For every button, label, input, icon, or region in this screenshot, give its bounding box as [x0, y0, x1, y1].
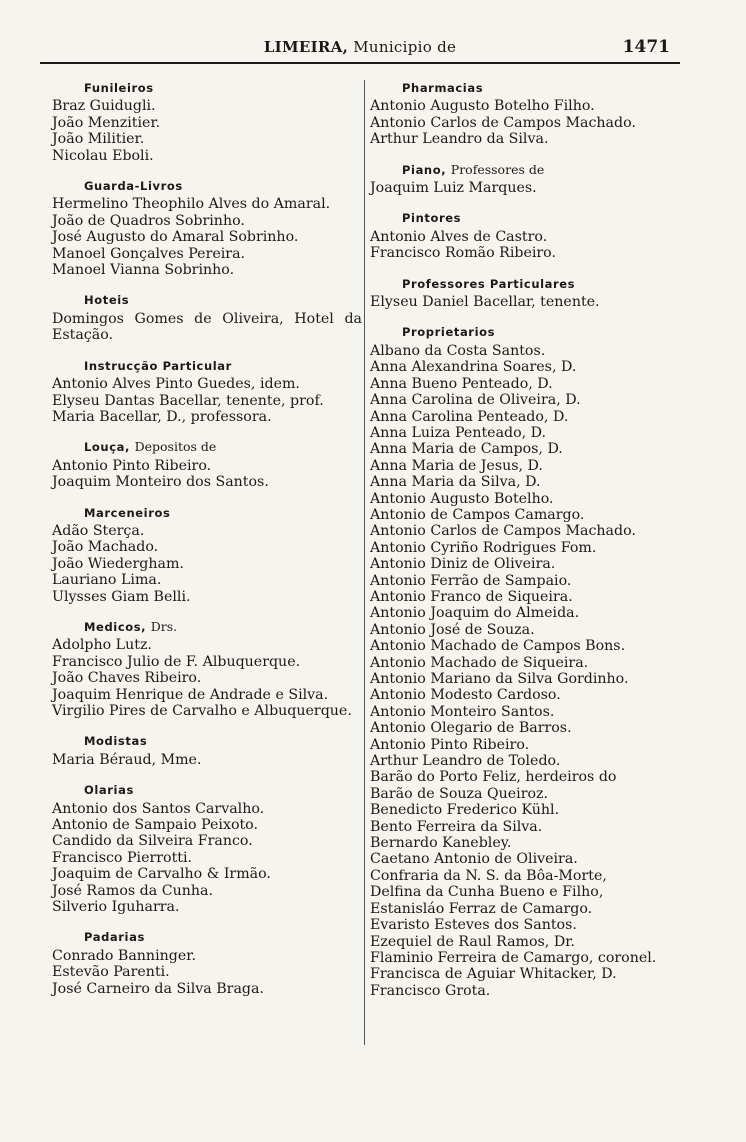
page-number: 1471 [622, 37, 670, 57]
directory-entry: Arthur Leandro da Silva. [370, 131, 549, 148]
section-medicos [52, 619, 362, 719]
section-heading [52, 619, 362, 635]
heading-title: Modistas [84, 734, 148, 749]
directory-entry: Domingos Gomes de Oliveira, Hotel da Estação. [52, 310, 362, 344]
directory-entry: João Machado. [52, 539, 159, 556]
directory-entry: Albano da Costa Santos. [370, 342, 546, 359]
section-instruccao-particular [52, 358, 362, 426]
section-marceneiros [52, 505, 362, 605]
directory-entry: Antonio Pinto Ribeiro. [52, 457, 212, 474]
section-heading [370, 324, 686, 340]
heading-title: Marceneiros [84, 505, 171, 520]
directory-entry: Confraria da N. S. da Bôa-Morte, [370, 867, 607, 884]
directory-entry: Anna Maria de Jesus, D. [370, 457, 543, 474]
heading-title: Instrucção Particular [84, 358, 232, 373]
running-title [40, 38, 680, 56]
section-heading [52, 358, 362, 374]
directory-entry: Manoel Gonçalves Pereira. [52, 245, 246, 262]
directory-entry: João Menzitier. [52, 114, 161, 131]
directory-entry: Antonio de Campos Camargo. [370, 506, 585, 523]
directory-entry: Anna Luiza Penteado, D. [370, 424, 547, 441]
directory-entry: Arthur Leandro de Toledo. [370, 753, 561, 770]
directory-entry: José Augusto do Amaral Sobrinho. [52, 229, 299, 246]
directory-entry: Antonio Augusto Botelho. [370, 490, 554, 507]
directory-entry: Anna Maria de Campos, D. [370, 441, 563, 458]
directory-entry: Antonio Monteiro Santos. [370, 703, 555, 720]
heading-title: Funileiros [84, 81, 154, 95]
directory-entry: Delfina da Cunha Bueno e Filho, [370, 884, 604, 901]
section-hoteis [52, 292, 362, 343]
directory-entry: Antonio Ferrão de Sampaio. [370, 572, 572, 589]
directory-entry: João Militier. [52, 131, 145, 148]
section-heading [52, 178, 362, 194]
directory-entry: Bernardo Kanebley. [370, 835, 512, 852]
directory-entry: Silverio Iguharra. [52, 899, 180, 916]
directory-entry: Adolpho Lutz. [52, 637, 152, 654]
heading-title: Pharmacias [402, 81, 484, 95]
directory-entry: Antonio Mariano da Silva Gordinho. [370, 671, 629, 687]
directory-entry: Hermelino Theophilo Alves do Amaral. [52, 196, 331, 213]
heading-title: Piano, [402, 162, 447, 177]
directory-entry: Elyseu Daniel Bacellar, tenente. [370, 294, 600, 311]
heading-subtitle: Drs. [150, 618, 178, 634]
directory-entry: Flaminio Ferreira de Camargo, coronel. [370, 949, 657, 966]
directory-entry: Barão de Souza Queiroz. [370, 785, 549, 802]
heading-title: Hoteis [84, 293, 130, 308]
section-funileiros [52, 80, 362, 164]
directory-entry: Manoel Vianna Sobrinho. [52, 262, 235, 279]
directory-entry: Francisca de Aguiar Whitacker, D. [370, 966, 617, 983]
section-heading [370, 162, 686, 178]
section-heading [52, 505, 362, 521]
heading-title: Medicos, [84, 619, 147, 634]
directory-entry: Antonio dos Santos Carvalho. [52, 800, 265, 817]
directory-entry: José Carneiro da Silva Braga. [52, 980, 264, 997]
left-column [52, 80, 362, 1011]
directory-entry: Antonio Pinto Ribeiro. [370, 736, 530, 753]
directory-entry: Francisco Romão Ribeiro. [370, 245, 556, 262]
directory-entry: Elyseu Dantas Bacellar, tenente, prof. [52, 392, 324, 409]
directory-entry: Estanisláo Ferraz de Camargo. [370, 900, 593, 917]
directory-entry: Antonio Olegario de Barros. [370, 720, 572, 737]
directory-entry: Nicolau Eboli. [52, 147, 154, 164]
right-column [370, 80, 686, 1013]
directory-entry: Antonio Cyriño Rodrigues Fom. [370, 539, 597, 556]
heading-title: Louça, [84, 440, 130, 455]
directory-entry: Francisco Julio de F. Albuquerque. [52, 653, 301, 670]
directory-entry: Estevão Parenti. [52, 964, 170, 981]
section-guarda-livros [52, 178, 362, 278]
directory-entry: Antonio Alves Pinto Guedes, idem. [52, 376, 300, 393]
directory-entry: Benedicto Frederico Kühl. [370, 802, 560, 819]
section-olarias [52, 782, 362, 915]
column-divider [364, 80, 365, 1045]
directory-entry: Joaquim de Carvalho & Irmão. [52, 866, 271, 883]
directory-entry: Antonio de Sampaio Peixoto. [52, 817, 258, 834]
directory-entry: Virgilio Pires de Carvalho e Albuquerque. [52, 703, 352, 719]
section-pharmacias [370, 80, 686, 148]
directory-entry: Anna Alexandrina Soares, D. [370, 359, 577, 376]
section-heading [52, 733, 362, 749]
heading-title: Padarias [84, 930, 145, 945]
directory-entry: Antonio Franco de Siqueira. [370, 588, 573, 605]
page-header [40, 36, 680, 64]
section-heading [52, 292, 362, 308]
header-place: LIMEIRA, [263, 38, 349, 56]
heading-title: Olarias [84, 783, 134, 798]
heading-subtitle: Professores de [450, 161, 545, 177]
directory-entry: Candido da Silveira Franco. [52, 833, 253, 850]
directory-entry: Anna Carolina Penteado, D. [370, 408, 569, 425]
directory-entry: Anna Maria da Silva, D. [370, 474, 541, 491]
directory-entry: Bento Ferreira da Silva. [370, 818, 543, 835]
heading-title: Proprietarios [402, 325, 496, 340]
section-heading [370, 210, 686, 226]
directory-entry: Conrado Banninger. [52, 947, 196, 964]
section-heading [52, 439, 362, 455]
heading-title: Guarda-Livros [84, 179, 183, 194]
directory-entry: Joaquim Monteiro dos Santos. [52, 474, 269, 491]
directory-entry: Francisco Grota. [370, 982, 491, 999]
directory-entry: João Chaves Ribeiro. [52, 670, 202, 687]
heading-title: Professores Particulares [402, 276, 576, 291]
directory-entry: Anna Carolina de Oliveira, D. [370, 392, 581, 409]
directory-entry: Caetano Antonio de Oliveira. [370, 851, 578, 868]
directory-entry: Joaquim Luiz Marques. [370, 180, 537, 197]
section-heading [52, 782, 362, 798]
section-heading [370, 80, 686, 96]
heading-title: Pintores [402, 211, 462, 226]
section-louca [52, 439, 362, 490]
directory-entry: Barão do Porto Feliz, herdeiros do [370, 769, 617, 786]
section-heading [370, 276, 686, 292]
section-professores-particulares [370, 276, 686, 311]
directory-entry: Ulysses Giam Belli. [52, 588, 191, 605]
directory-entry: Antonio Alves de Castro. [370, 228, 548, 245]
directory-entry: Joaquim Henrique de Andrade e Silva. [52, 686, 329, 703]
directory-entry: Antonio Carlos de Campos Machado. [370, 114, 636, 131]
directory-entry: Antonio Machado de Siqueira. [370, 654, 589, 671]
directory-entry: Antonio Modesto Cardoso. [370, 687, 561, 704]
section-heading [52, 80, 362, 96]
directory-entry: Maria Bacellar, D., professora. [52, 408, 272, 425]
section-piano [370, 162, 686, 197]
directory-entry: João Wiedergham. [52, 555, 184, 572]
directory-entry: Antonio Joaquim do Almeida. [370, 605, 580, 622]
directory-entry: Antonio José de Souza. [370, 621, 535, 638]
directory-entry: Evaristo Esteves dos Santos. [370, 917, 577, 934]
directory-entry: Antonio Augusto Botelho Filho. [370, 98, 595, 115]
section-padarias [52, 929, 362, 997]
directory-entry: Francisco Pierrotti. [52, 849, 193, 866]
directory-entry: Maria Béraud, Mme. [52, 751, 202, 768]
header-municipio: Municipio de [353, 38, 457, 56]
directory-entry: Braz Guidugli. [52, 98, 156, 115]
section-heading [52, 929, 362, 945]
directory-entry: Antonio Carlos de Campos Machado. [370, 523, 636, 540]
directory-entry: Adão Sterça. [52, 522, 145, 539]
directory-entry: Antonio Machado de Campos Bons. [370, 638, 626, 655]
section-modistas [52, 733, 362, 768]
directory-entry: Ezequiel de Raul Ramos, Dr. [370, 933, 575, 950]
directory-entry: José Ramos da Cunha. [52, 882, 213, 899]
directory-entry: Antonio Diniz de Oliveira. [370, 556, 556, 573]
directory-entry: Anna Bueno Penteado, D. [370, 375, 553, 392]
section-pintores [370, 210, 686, 261]
directory-entry: João de Quadros Sobrinho. [52, 212, 245, 229]
section-proprietarios [370, 324, 686, 999]
directory-entry: Lauriano Lima. [52, 572, 162, 589]
heading-subtitle: Depositos de [134, 439, 217, 455]
